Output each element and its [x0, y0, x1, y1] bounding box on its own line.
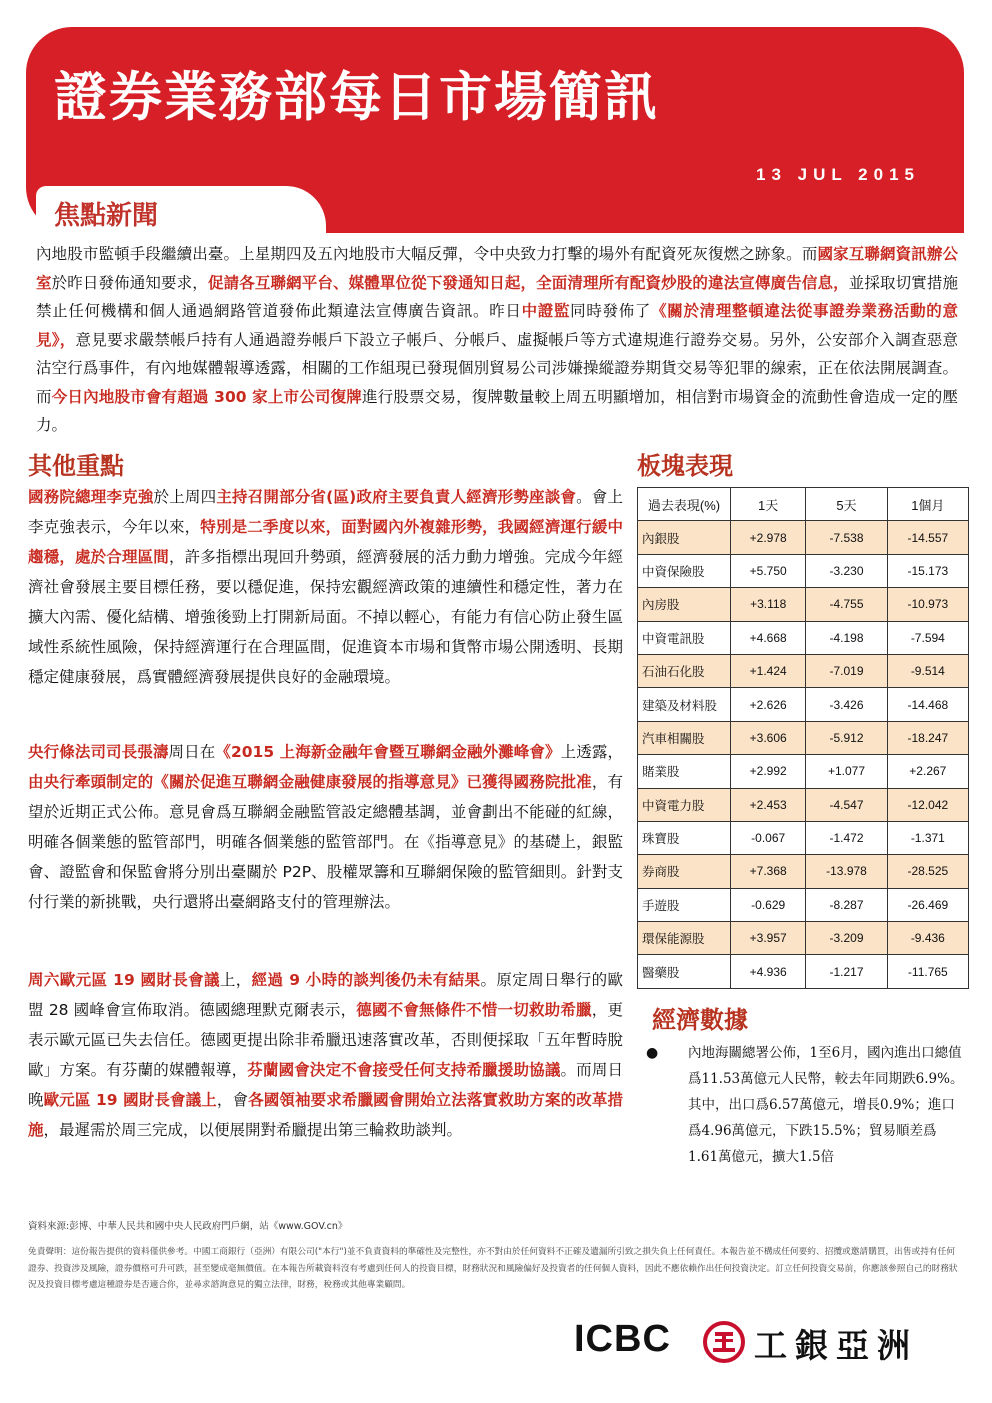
table-row: [638, 888, 969, 921]
table-row: [638, 521, 969, 554]
change-1d: +4.936: [731, 955, 806, 988]
highlighted-text: 特別是二季度以來，面對國內外複雜形勢，我國經濟運行緩中趨穩，處於合理區間: [28, 518, 623, 566]
table-header-row: [638, 488, 969, 521]
icbc-emblem-icon: [702, 1320, 746, 1364]
change-1d: -0.629: [731, 888, 806, 921]
change-1m: -18.247: [887, 721, 968, 754]
body-text: ，最遲需於周三完成，以便展開對希臘提出第三輪救助談判。: [43, 1121, 463, 1139]
logo-english: ICBC: [574, 1318, 671, 1360]
highlight-paragraph-3: [28, 965, 623, 1145]
highlighted-text: 經過 9 小時的談判後仍未有結果: [251, 971, 481, 989]
table-row: [638, 554, 969, 587]
body-text: 同時發佈了: [570, 302, 652, 320]
highlighted-text: 主持召開部分省(區)政府主要負責人經濟形勢座談會: [216, 488, 577, 506]
table-row: [638, 688, 969, 721]
change-1m: -14.468: [887, 688, 968, 721]
body-text: 進行股票交易，復牌數量較上周五明顯增加，相信對市場資金的流動性會造成一定的壓力。: [36, 387, 958, 434]
body-text: 並採取切實措施禁止任何機構和個人通過網路管道發佈此類違法宣傳廣告資訊。昨日: [36, 273, 958, 320]
change-5d: -3.209: [806, 922, 887, 955]
change-1d: +2.978: [731, 521, 806, 554]
table-row: [638, 922, 969, 955]
highlighted-text: 國務院總理李克強: [28, 488, 154, 506]
highlight-paragraph-1: [28, 482, 623, 692]
change-5d: -4.755: [806, 588, 887, 621]
change-1d: +2.453: [731, 788, 806, 821]
change-1d: +4.668: [731, 621, 806, 654]
col-header-5d: 5天: [806, 488, 887, 521]
table-row: [638, 654, 969, 687]
page-title: 證券業務部每日市場簡訊: [54, 67, 659, 128]
change-1m: -1.371: [887, 821, 968, 854]
body-text: 周日在: [168, 743, 216, 761]
sector-name: 手遊股: [638, 888, 731, 921]
sector-name: 醫藥股: [638, 955, 731, 988]
change-5d: -5.912: [806, 721, 887, 754]
change-1d: +3.957: [731, 922, 806, 955]
sector-performance-title: 板塊表現: [637, 452, 733, 480]
highlighted-text: 歐元區 19 國財長會議上: [43, 1091, 217, 1109]
change-5d: +1.077: [806, 755, 887, 788]
change-1m: -28.525: [887, 855, 968, 888]
economic-data-item: [648, 1040, 966, 1170]
change-1m: -11.765: [887, 955, 968, 988]
body-text: 。原定周日舉行的歐盟 28 國峰會宣佈取消。德國總理默克爾表示，: [28, 971, 623, 1019]
body-text: ，有望於近期正式公佈。意見會爲互聯網金融監管設定總體基調，並會劃出不能碰的紅線，明確各個業態的監管部門，明確各個業態的監管部門。在《指導意見》的基礎上，銀監會、證監會和保監會將分別出臺關於 P2P、股權眾籌和互聯網保險的監管細則。針對支付行業的新挑戰，央行還將出臺網路支付的管理辦法。: [28, 773, 623, 911]
change-1d: +3.606: [731, 721, 806, 754]
body-text: 於上周四: [153, 488, 217, 506]
sector-name: 汽車相關股: [638, 721, 731, 754]
report-date: 13 JUL 2015: [756, 165, 920, 184]
highlighted-text: 央行條法司司長張濤: [28, 743, 169, 761]
sector-name: 珠寶股: [638, 821, 731, 854]
change-5d: -4.547: [806, 788, 887, 821]
body-text: 。會上李克強表示，今年以來，: [28, 488, 623, 536]
change-1d: +2.626: [731, 688, 806, 721]
highlighted-text: 中證監: [521, 302, 571, 320]
change-1m: -15.173: [887, 554, 968, 587]
change-1m: +2.267: [887, 755, 968, 788]
sector-name: 內銀股: [638, 521, 731, 554]
change-5d: -1.217: [806, 955, 887, 988]
sector-name: 中資保險股: [638, 554, 731, 587]
table-row: [638, 821, 969, 854]
sector-name: 賭業股: [638, 755, 731, 788]
body-text: 於昨日發佈通知要求，: [51, 273, 208, 292]
highlighted-text: 促請各互聯網平台、媒體單位從下發通知日起，全面清理所有配資炒股的違法宣傳廣告信息，: [207, 273, 849, 292]
col-header-1m: 1個月: [887, 488, 968, 521]
body-text: ，會: [216, 1091, 249, 1109]
change-1d: +1.424: [731, 654, 806, 687]
change-1m: -7.594: [887, 621, 968, 654]
body-text: 。而周日晚: [28, 1061, 623, 1109]
body-text: 意見要求嚴禁帳戶持有人通過證券帳戶下設立子帳戶、分帳戶、虛擬帳戶等方式違規進行證券交易。另外，公安部介入調查惡意沽空行爲事件，有內地媒體報導透露，相關的工作組現已發現個別貿易公司涉嫌操縱證券期貨交易等犯罪的線索，正在依法開展調查。而: [36, 330, 958, 406]
highlighted-text: 各國領袖要求希臘國會開始立法落實救助方案的改革措施: [28, 1091, 623, 1139]
change-1m: -12.042: [887, 788, 968, 821]
highlight-paragraph-2: [28, 737, 623, 917]
sector-name: 中資電訊股: [638, 621, 731, 654]
change-1m: -14.557: [887, 521, 968, 554]
col-header-period: 過去表現(%): [638, 488, 731, 521]
economic-data-text: 內地海關總署公佈，1至6月，國內進出口總值爲11.53萬億元人民幣，較去年同期跌6.9%。其中，出口爲6.57萬億元，增長0.9%；進口爲4.96萬億元，下跌15.5%；貿易順差爲1.61萬億元，擴大1.5倍: [688, 1045, 964, 1165]
highlighted-text: 周六歐元區 19 國財長會議: [28, 971, 220, 989]
change-5d: -8.287: [806, 888, 887, 921]
body-text: ，許多指標出現回升勢頭，經濟發展的活力動力增強。完成今年經濟社會發展主要目標任務，要以穩促進，保持宏觀經濟政策的連續性和穩定性，著力在擴大內需、優化結構、增強後勁上打開新局面。不掉以輕心，有能力有信心防止發生區域性系統性風險，保持經濟運行在合理區間，促進資本市場和貨幣市場公開透明、長期穩定健康發展，爲實體經濟發展提供良好的金融環境。: [28, 548, 623, 686]
table-row: [638, 621, 969, 654]
table-row: [638, 755, 969, 788]
icbc-asia-logo: [574, 1318, 964, 1378]
change-5d: -7.538: [806, 521, 887, 554]
change-5d: -7.019: [806, 654, 887, 687]
focus-news-title: 焦點新聞: [54, 201, 159, 231]
change-1m: -26.469: [887, 888, 968, 921]
change-1d: +5.750: [731, 554, 806, 587]
body-text: 上，: [219, 971, 252, 989]
highlighted-text: 芬蘭國會決定不會接受任何支持希臘援助協議: [247, 1061, 561, 1079]
data-source: 資料來源:彭博、中華人民共和國中央人民政府門戶網，站《www.GOV.cn》: [28, 1221, 348, 1232]
change-1d: +2.992: [731, 755, 806, 788]
highlighted-text: 《2015 上海新金融年會暨互聯網金融外灘峰會》: [215, 743, 561, 761]
change-5d: -3.230: [806, 554, 887, 587]
highlighted-text: 《關於清理整頓違法從事證券業務活動的意見》，: [36, 302, 958, 349]
sector-name: 中資電力股: [638, 788, 731, 821]
change-1d: -0.067: [731, 821, 806, 854]
logo-chinese: 工銀亞洲: [754, 1326, 918, 1365]
bullet-icon: ●: [646, 1045, 659, 1061]
focus-news-body: [36, 240, 958, 440]
body-text: 上透露，: [560, 743, 623, 761]
change-1m: -9.436: [887, 922, 968, 955]
change-5d: -4.198: [806, 621, 887, 654]
highlighted-text: 今日內地股市會有超過 300 家上市公司復牌: [51, 387, 362, 406]
change-5d: -1.472: [806, 821, 887, 854]
highlighted-text: 由央行牽頭制定的《關於促進互聯網金融健康發展的指導意見》已獲得國務院批准: [28, 773, 592, 791]
sector-name: 內房股: [638, 588, 731, 621]
body-text: 內地股市監頓手段繼續出臺。上星期四及五內地股市大幅反彈，令中央致力打擊的場外有配資死灰復燃之跡象。而: [36, 245, 818, 263]
change-1m: -10.973: [887, 588, 968, 621]
change-1d: +7.368: [731, 855, 806, 888]
sector-name: 石油石化股: [638, 654, 731, 687]
table-row: [638, 721, 969, 754]
economic-data-title: 經濟數據: [652, 1006, 748, 1034]
body-text: ，更表示歐元區已失去信任。德國更提出除非希臘迅速落實改革，否則便採取「五年暫時脫歐」方案。有芬蘭的媒體報導，: [28, 1001, 623, 1079]
sector-name: 券商股: [638, 855, 731, 888]
table-row: [638, 955, 969, 988]
sector-name: 建築及材料股: [638, 688, 731, 721]
sector-name: 環保能源股: [638, 922, 731, 955]
change-5d: -13.978: [806, 855, 887, 888]
other-highlights-title: 其他重點: [28, 452, 124, 480]
col-header-1d: 1天: [731, 488, 806, 521]
change-5d: -3.426: [806, 688, 887, 721]
table-row: [638, 788, 969, 821]
sector-performance-table: [637, 487, 969, 989]
table-row: [638, 588, 969, 621]
change-1m: -9.514: [887, 654, 968, 687]
table-row: [638, 855, 969, 888]
highlighted-text: 國家互聯網資訊辦公室: [36, 245, 958, 292]
highlighted-text: 德國不會無條件不惜一切救助希臘: [356, 1001, 592, 1019]
disclaimer: 免責聲明：這份報告提供的資料僅供參考。中國工商銀行（亞洲）有限公司("本行")並不負責資料的準確性及完整性，亦不對由於任何資料不正確及遺漏所引致之損失負上任何責任。本報告並不構成任何要約、招攬或邀請購買，出售或持有任何證券、投資涉及風險，證券價格可升可跌，甚至變成毫無價值。在本報告所載資料沒有考慮到任何人的投資目標，財務狀況和風險偏好及投資者的任何個人資料，因此不應依賴作出任何投資決定。訂立任何投資交易前，你應該參照自己的財務狀況及投資目標考慮這種證券是否適合你，並尋求諮詢意見的獨立法律，財務，稅務或其他專業顧問。: [28, 1247, 958, 1290]
change-1d: +3.118: [731, 588, 806, 621]
